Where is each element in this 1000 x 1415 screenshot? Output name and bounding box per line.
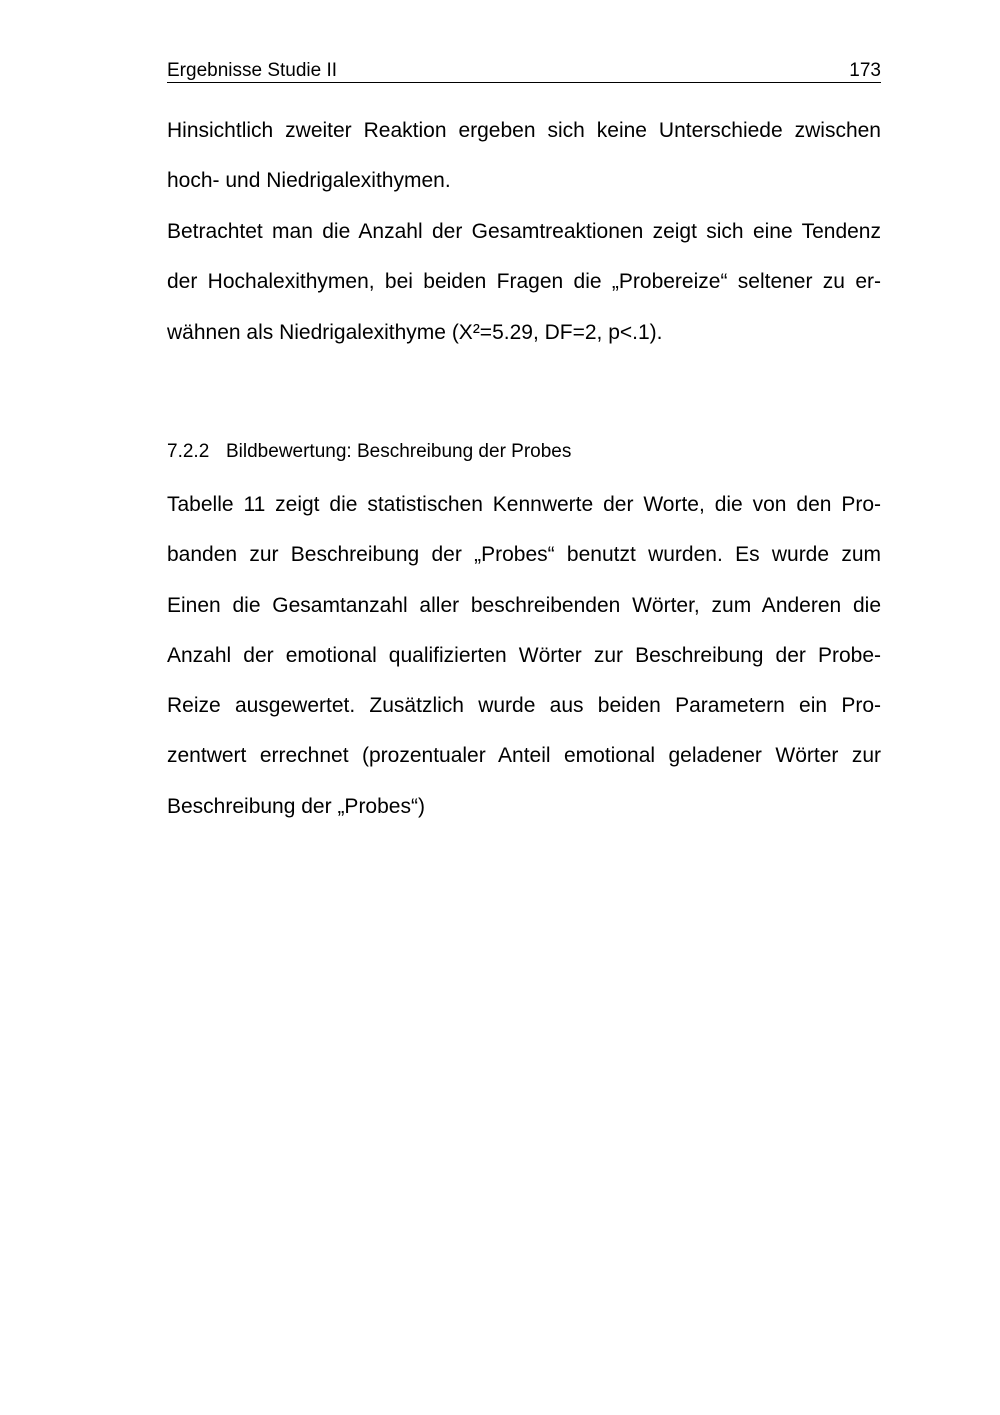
text-line: Hinsichtlich zweiter Reaktion ergeben sich keine Unterschiede zwischen xyxy=(167,119,881,142)
page-number: 173 xyxy=(849,60,881,81)
paragraph-table-description xyxy=(167,480,881,832)
text-line: zentwert errechnet (prozentualer Anteil emotional geladener Wörter zur xyxy=(167,744,881,768)
running-title: Ergebnisse Studie II xyxy=(167,60,338,81)
text-line: Reize ausgewertet. Zusätzlich wurde aus beiden Parametern ein Pro- xyxy=(167,694,881,718)
page-header xyxy=(167,58,881,83)
paragraph-reaction xyxy=(167,106,881,207)
section-heading xyxy=(167,440,571,464)
text-line: Beschreibung der „Probes“) xyxy=(167,794,425,818)
text-line: Einen die Gesamtanzahl aller beschreibenden Wörter, zum Anderen die xyxy=(167,593,881,617)
paragraph-total-reactions xyxy=(167,207,881,358)
text-line: hoch- und Niedrigalexithymen. xyxy=(167,169,451,193)
text-line: Tabelle 11 zeigt die statistischen Kennwerte der Worte, die von den Pro- xyxy=(167,493,881,516)
text-line: Betrachtet man die Anzahl der Gesamtreaktionen zeigt sich eine Tendenz xyxy=(167,220,881,243)
section-title: Bildbewertung: Beschreibung der Probes xyxy=(226,441,572,462)
section-number: 7.2.2 xyxy=(167,441,210,462)
text-line: banden zur Beschreibung der „Probes“ benutzt wurden. Es wurde zum xyxy=(167,543,881,567)
text-line: der Hochalexithymen, bei beiden Fragen die „Probereize“ seltener zu er- xyxy=(167,270,881,294)
text-line: wähnen als Niedrigalexithyme (X²=5.29, DF=2, p<.1). xyxy=(167,320,663,344)
text-line: Anzahl der emotional qualifizierten Wörter zur Beschreibung der Probe- xyxy=(167,643,881,667)
